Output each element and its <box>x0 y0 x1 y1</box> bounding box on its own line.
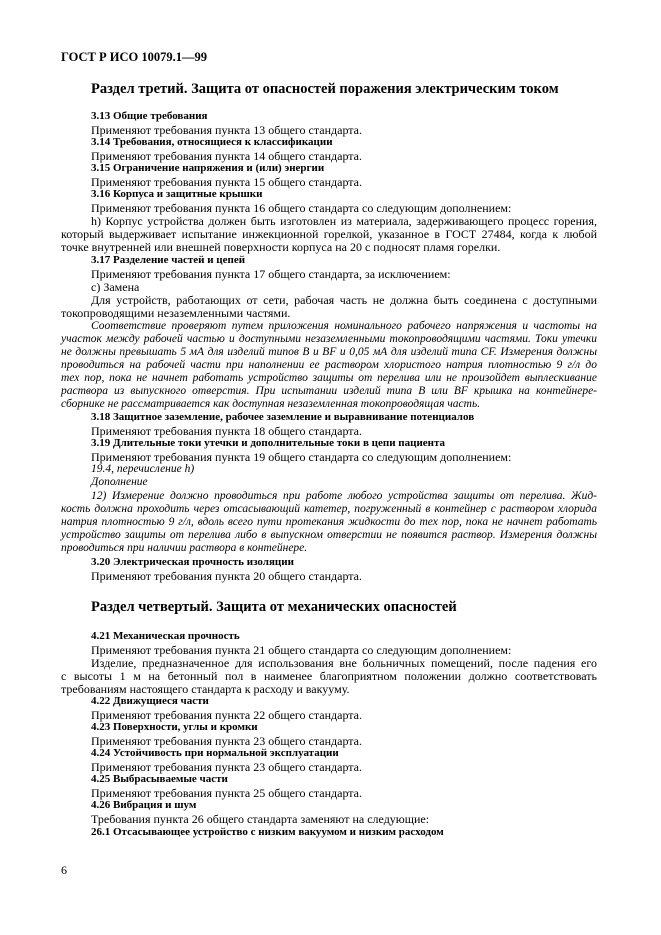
section-3-19-title: 3.19 Длительные токи утечки и дополнительные токи в цепи пациента <box>91 437 446 449</box>
section-3-18-title: 3.18 Защитное заземление, рабочее заземление и выравнивание потенциалов <box>91 411 475 423</box>
section-4-24-title: 4.24 Устойчивость при нормальной эксплуатации <box>91 747 339 759</box>
section-3-20-title: 3.20 Электрическая прочность изоляции <box>91 556 294 568</box>
section-3-15-text: Применяют требования пункта 15 общего стандарта. <box>91 175 363 189</box>
section-3-17-italic-line4: проводиться на рабочей части при наполнении ее раствором хлористого натрия плотностью 9 г/л до <box>61 359 597 371</box>
section-4-22-title: 4.22 Движущиеся части <box>91 695 209 707</box>
section-3-13-title: 3.13 Общие требования <box>91 110 208 122</box>
section-3-19-italic-line4: устройство защиты от перелива либо в выпускном отверстии не появится раствор. Измерения должны <box>61 529 597 541</box>
section-3-16-h-line1: h) Корпус устройства должен быть изготовлен из материала, задерживающего процесс горения, <box>91 214 597 228</box>
section-3-16-h-line3: точке внутренней или внешней поверхности корпуса на 20 с подносят пламя горелки. <box>61 240 501 254</box>
section-3-20-text: Применяют требования пункта 20 общего стандарта. <box>91 569 363 583</box>
section-4-24-text: Применяют требования пункта 23 общего стандарта. <box>91 760 363 774</box>
section-3-17-italic-line7: сборнике не рассматривается как доступная незаземленная токопроводящая часть. <box>61 398 481 410</box>
section-3-17-title: 3.17 Разделение частей и цепей <box>91 254 246 266</box>
section-4-23-title: 4.23 Поверхности, углы и кромки <box>91 721 258 733</box>
section-3-19-italic-line1: 12) Измерение должно проводиться при работе любого устройства защиты от перелива. Жид- <box>91 490 597 502</box>
section-3-17-c: c) Замена <box>91 280 140 294</box>
section-4-22-text: Применяют требования пункта 22 общего стандарта. <box>91 708 363 722</box>
section-4-21-para-line1: Изделие, предназначенное для использования вне больничных помещений, после падения его <box>91 656 597 670</box>
section-4-26-title: 4.26 Вибрация и шум <box>91 799 197 811</box>
section-3-17-italic-line3: не должны превышать 5 мА для изделий типов В и BF и 0,05 мА для изделий типа CF. Измерения должны <box>61 346 597 358</box>
page-number: 6 <box>61 863 67 877</box>
section-3-19-italic-line2: кость должна проходить через отсасывающий катетер, погруженный в контейнер с раствором хлорида <box>61 503 597 515</box>
section-3-16-title: 3.16 Корпуса и защитные крышки <box>91 188 263 200</box>
section-3-19-addition: Дополнение <box>91 476 148 488</box>
section-3-13-text: Применяют требования пункта 13 общего стандарта. <box>91 123 363 137</box>
section-3-17-para-line2: токопроводящими незаземленными частями. <box>61 306 291 320</box>
section-4-25-title: 4.25 Выбрасываемые части <box>91 773 228 785</box>
section-3-19-italic-line3: натрия плотностью 9 г/л, вдоль всего пути протекания жидкости до тех пор, пока не начнет работать <box>61 516 597 528</box>
section-4-26-text: Требования пункта 26 общего стандарта заменяют на следующие: <box>91 812 430 826</box>
section-3-17-italic-line6: раствора из выпускного отверстия. При испытании изделий типа В или BF крышка на контейнере- <box>61 385 597 397</box>
section-3-16-h-line2: который выдерживает испытание инжекционной горелкой, указанное в ГОСТ 27484, когда к любой <box>61 227 597 241</box>
section-3-19-ref: 19.4, перечисление h) <box>91 463 195 475</box>
section-4-21-text: Применяют требования пункта 21 общего стандарта со следующим дополнением: <box>91 643 512 657</box>
section-4-25-text: Применяют требования пункта 25 общего стандарта. <box>91 786 363 800</box>
section-4-21-para-line2: с высоты 1 м на бетонный пол в наименее благоприятном положении должно соответствовать <box>61 669 597 683</box>
document-header: ГОСТ Р ИСО 10079.1—99 <box>61 50 207 64</box>
section-3-18-text: Применяют требования пункта 18 общего стандарта. <box>91 424 363 438</box>
section-26-1-title: 26.1 Отсасывающее устройство с низким вакуумом и низким расходом <box>91 826 444 838</box>
section-3-14-title: 3.14 Требования, относящиеся к классификации <box>91 136 333 148</box>
section4-title: Раздел четвертый. Защита от механических опасностей <box>91 599 457 615</box>
section-3-16-text: Применяют требования пункта 16 общего стандарта со следующим дополнением: <box>91 201 512 215</box>
section-3-17-para-line1: Для устройств, работающих от сети, рабочая часть не должна быть соединена с доступными <box>91 293 597 307</box>
section-3-19-italic-line5: проводиться при наличии раствора в контейнере. <box>61 542 308 554</box>
section-3-17-italic-line2: участок между рабочей частью и доступными незаземленными токопроводящими частями. Токи утечки <box>61 333 597 345</box>
section-3-19-text: Применяют требования пункта 19 общего стандарта со следующим дополнением: <box>91 450 512 464</box>
section-4-23-text: Применяют требования пункта 23 общего стандарта. <box>91 734 363 748</box>
section-3-17-italic-line5: тех пор, пока не начнет работать устройство защиты от перелива или не произойдет выплескивание <box>61 372 597 384</box>
section3-title: Раздел третий. Защита от опасностей поражения электрическим током <box>91 81 559 97</box>
section-3-14-text: Применяют требования пункта 14 общего стандарта. <box>91 149 363 163</box>
section-3-15-title: 3.15 Ограничение напряжения и (или) энергии <box>91 162 325 174</box>
section-4-21-title: 4.21 Механическая прочность <box>91 630 240 642</box>
section-3-17-text: Применяют требования пункта 17 общего стандарта, за исключением: <box>91 267 451 281</box>
section-4-21-para-line3: требованиям настоящего стандарта к расходу и вакууму. <box>61 682 350 696</box>
section-3-17-italic-line1: Соответствие проверяют путем приложения номинального рабочего напряжения и частоты на <box>91 320 597 332</box>
